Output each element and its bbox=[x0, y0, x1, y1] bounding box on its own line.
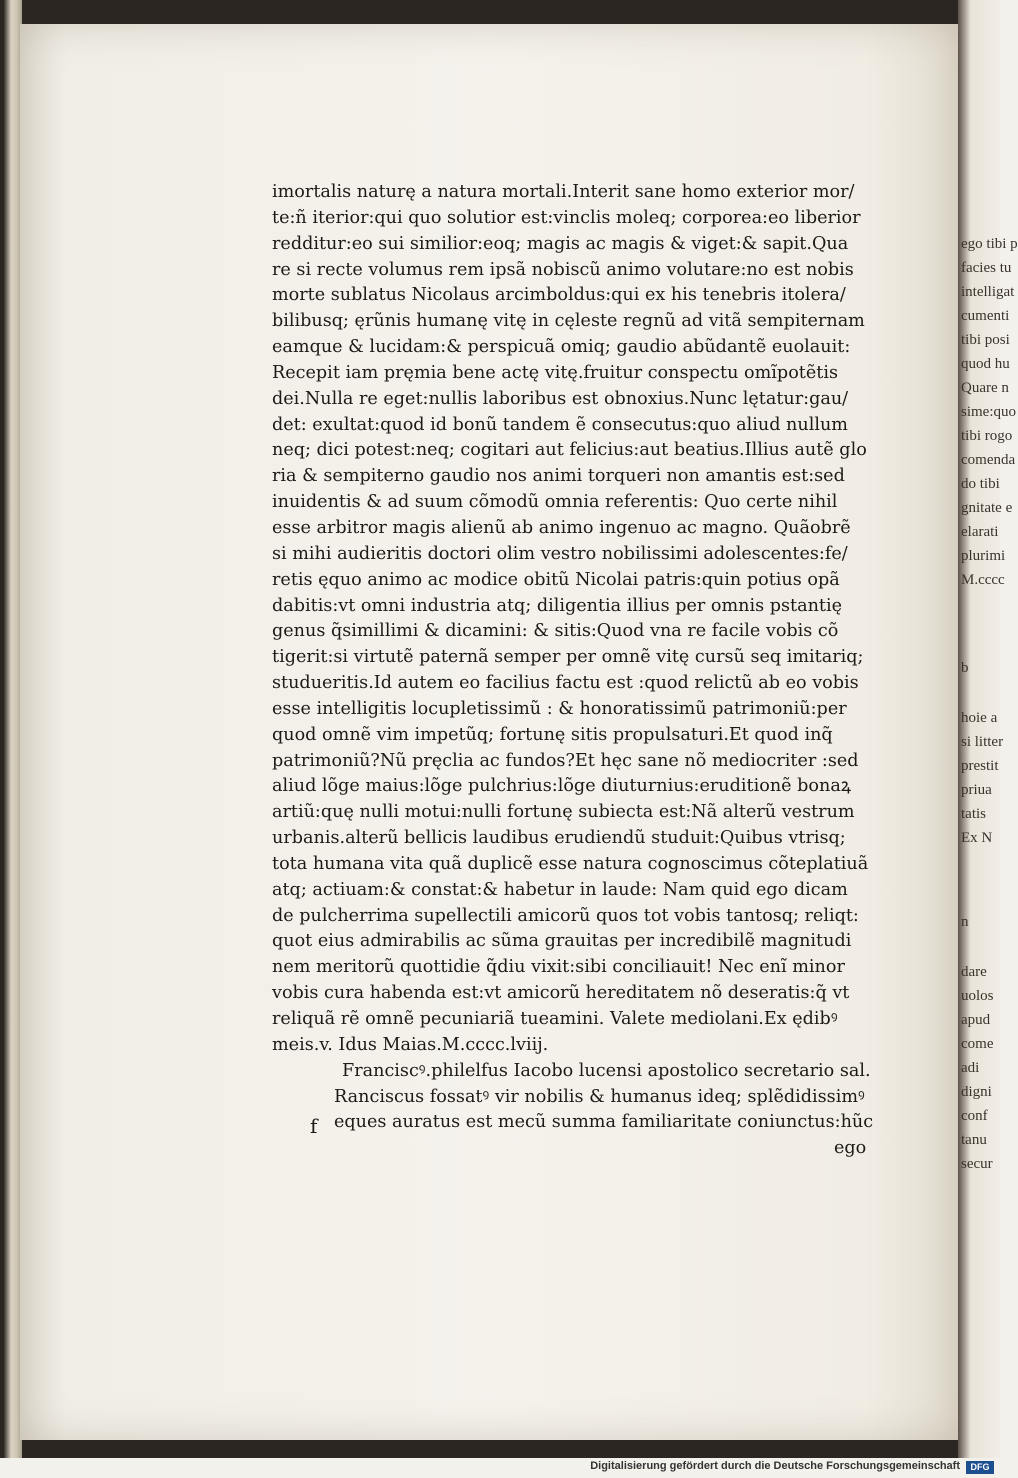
facing-line: b bbox=[961, 660, 969, 676]
page-text bbox=[272, 180, 872, 1162]
text-line: te:ñ iterior:qui quo solutior est:vinclis moleq; corporea:eo liberior bbox=[272, 207, 861, 228]
text-line: morte sublatus Nicolaus arcimboldus:qui ex his tenebris itolera/ bbox=[272, 285, 846, 306]
facing-line: sime:quo bbox=[961, 404, 1016, 420]
text-line: esse intelligitis locupletissimũ : & honoratissimũ patrimoniũ:per bbox=[272, 698, 847, 719]
facing-line: intelligat bbox=[961, 284, 1015, 300]
facing-line: ego tibi p bbox=[961, 236, 1018, 252]
letter-line: Ranciscus fossatꝰ vir nobilis & humanus ideq; splẽdidissimꝰ bbox=[334, 1086, 865, 1107]
facing-line: apud bbox=[961, 1012, 991, 1028]
text-line: ria & sempiterno gaudio nos animi torqueri non amantis est:sed bbox=[272, 466, 845, 487]
facing-line: n bbox=[961, 914, 969, 930]
text-line: de pulcherrima supellectili amicorũ quos tot vobis tantosq; reliqt: bbox=[272, 905, 859, 926]
text-line: bilibusq; ęrũnis humanę vitę in cęleste regnũ ad vitã sempiternam bbox=[272, 311, 865, 332]
text-line: quod omnẽ vim impetũq; fortunę sitis propulsaturi.Et quod inq̃ bbox=[272, 724, 833, 745]
footer-bar bbox=[0, 1458, 1000, 1478]
facing-line: digni bbox=[961, 1084, 992, 1100]
facing-line: prestit bbox=[961, 758, 999, 774]
text-line: aliud lõge maius:lõge pulchrius:lõge diuturnius:eruditionẽ bonaꝝ bbox=[272, 776, 851, 797]
text-line: patrimoniũ?Nũ pręclia ac fundos?Et hęc sane nõ mediocriter :sed bbox=[272, 750, 859, 771]
text-line: studueritis.Id autem eo facilius factu est :quod relictũ ab eo vobis bbox=[272, 673, 859, 694]
text-line: neq; dici potest:neq; cogitari aut felicius:aut beatius.Illius autẽ glo bbox=[272, 440, 867, 461]
facing-line: Quare n bbox=[961, 380, 1009, 396]
facing-line: gnitate e bbox=[961, 500, 1013, 516]
facing-line: comenda bbox=[961, 452, 1016, 468]
facing-line: come bbox=[961, 1036, 994, 1052]
text-line: inuidentis & ad suum cõmodũ omnia referentis: Quo certe nihil bbox=[272, 492, 838, 513]
facing-line: tanu bbox=[961, 1132, 987, 1148]
initial-guide-letter: f bbox=[310, 1114, 318, 1138]
facing-line: conf bbox=[961, 1108, 988, 1124]
facing-line: facies tu bbox=[961, 260, 1012, 276]
text-line: esse arbitror magis alienũ ab animo ingenuo ac magno. Quãobrẽ bbox=[272, 517, 851, 538]
text-line: redditur:eo sui similior:eoq; magis ac magis & viget:& sapit.Qua bbox=[272, 233, 849, 254]
text-line: det: exultat:quod id bonũ tandem ẽ consecutus:quo aliud nullum bbox=[272, 414, 848, 435]
text-line: genus q̃simillimi & dicamini: & sitis:Quod vna re facile vobis cõ bbox=[272, 621, 839, 642]
text-line: atq; actiuam:& constat:& habetur in laude: Nam quid ego dicam bbox=[272, 879, 848, 900]
facing-page bbox=[958, 0, 1018, 1458]
text-line: quot eius admirabilis ac sũma grauitas per incredibilẽ magnitudi bbox=[272, 931, 852, 952]
text-line: re si recte volumus rem ipsã nobiscũ animo volutare:no est nobis bbox=[272, 259, 854, 280]
text-line: nem meritorũ quottidie q̃diu vixit:sibi conciliauit! Nec enĩ minor bbox=[272, 957, 845, 978]
facing-line: dare bbox=[961, 964, 987, 980]
facing-line: do tibi bbox=[961, 476, 1000, 492]
text-line: imortalis naturę a natura mortali.Interit sane homo exterior mor/ bbox=[272, 182, 855, 202]
facing-line: uolos bbox=[961, 988, 994, 1004]
facing-line: Ex N bbox=[961, 830, 993, 846]
facing-line: tibi rogo bbox=[961, 428, 1013, 444]
text-line: si mihi audieritis doctori olim vestro nobilissimi adolescentes:fe/ bbox=[272, 543, 848, 564]
text-line: Recepit iam pręmia bene actę vitę.fruitur conspectu omĩpotẽtis bbox=[272, 362, 838, 383]
facing-line: secur bbox=[961, 1156, 993, 1172]
text-line: retis ęquo animo ac modice obitũ Nicolai patris:quin potius opã bbox=[272, 569, 840, 590]
text-line: tota humana vita quã duplicẽ esse natura cognoscimus cõteplatiuã bbox=[272, 853, 869, 874]
facing-line: elarati bbox=[961, 524, 999, 540]
facing-line: M.cccc bbox=[961, 572, 1005, 588]
facing-line: si litter bbox=[961, 734, 1004, 750]
catchword: ego bbox=[834, 1138, 867, 1159]
funding-notice: Digitalisierung gefördert durch die Deutsche Forschungsgemeinschaft bbox=[590, 1460, 960, 1472]
facing-line: cumenti bbox=[961, 308, 1010, 324]
facing-line: tatis bbox=[961, 806, 986, 822]
facing-line: tibi posi bbox=[961, 332, 1010, 348]
facing-line: adi bbox=[961, 1060, 980, 1076]
text-line: dabitis:vt omni industria atq; diligentia illius per omnis pstantię bbox=[272, 595, 843, 616]
letter-line: eques auratus est mecũ summa familiaritate coniunctus:hũc bbox=[334, 1112, 874, 1133]
letter-heading: Franciscꝰ.philelfus Iacobo lucensi apostolico secretario sal. bbox=[342, 1060, 871, 1081]
facing-line: plurimi bbox=[961, 548, 1006, 564]
facing-line: priua bbox=[961, 782, 992, 798]
text-line: dei.Nulla re eget:nullis laboribus est obnoxius.Nunc lętatur:gau/ bbox=[272, 388, 849, 409]
facing-line: hoie a bbox=[961, 710, 998, 726]
text-line: artiũ:quę nulli motui:nulli fortunę subiecta est:Nã alterũ vestrum bbox=[272, 802, 855, 823]
text-line: eamque & lucidam:& perspicuã omiq; gaudio abũdantẽ euolauit: bbox=[272, 337, 851, 358]
text-line: meis.v. Idus Maias.M.cccc.lviij. bbox=[272, 1034, 549, 1055]
text-line: vobis cura habenda est:vt amicorũ hereditatem nõ deseratis:q̃ vt bbox=[272, 983, 850, 1004]
facing-line: quod hu bbox=[961, 356, 1010, 372]
text-line: reliquã rẽ omnẽ pecuniariã tueamini. Valete mediolani.Ex ędibꝰ bbox=[272, 1009, 838, 1029]
text-line: tigerit:si virtutẽ paternã semper per omnẽ vitę cursũ seq imitariq; bbox=[272, 647, 864, 668]
text-line: urbanis.alterũ bellicis laudibus erudiendũ studuit:Quibus vtrisq; bbox=[272, 828, 846, 849]
dfg-logo: DFG bbox=[966, 1461, 994, 1474]
